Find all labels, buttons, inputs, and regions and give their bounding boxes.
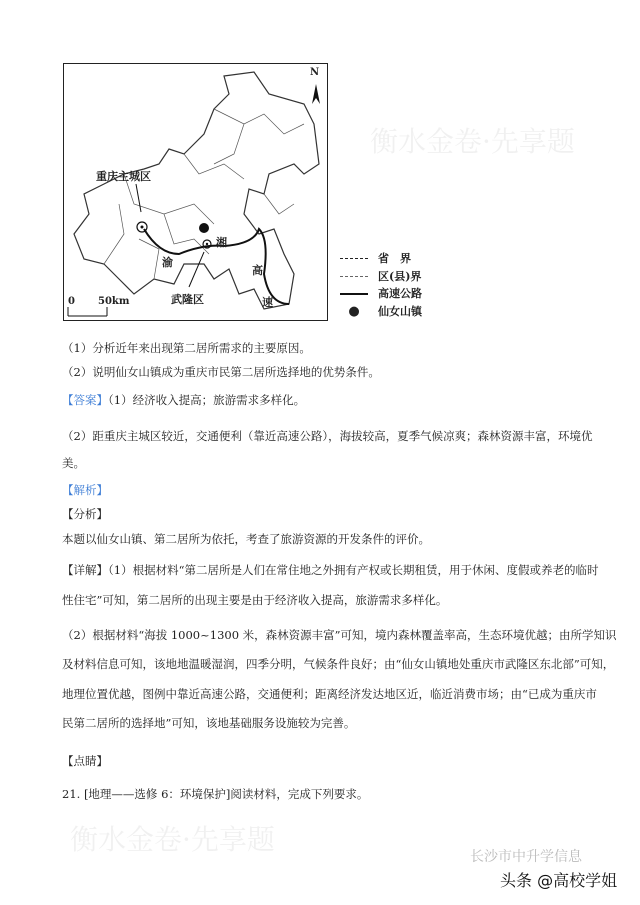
highway-label-su: 速	[262, 296, 273, 309]
highway-label-gao: 高	[252, 264, 263, 277]
fenxi-tag: 【分析】	[62, 507, 108, 521]
xiangjie-tag: 【详解】	[62, 563, 108, 577]
north-label: N	[310, 67, 320, 78]
xiannvshan-dot	[199, 223, 209, 233]
wulong-arrow	[189, 252, 204, 287]
xiangjie-text: （1）根据材料“第二居所是人们在常住地之外拥有产权或长期租赁，用于休闲、度假或养老的临时	[108, 563, 599, 577]
highway-label-xiang: 湘	[216, 236, 227, 249]
town-dot-symbol: ●	[348, 303, 360, 319]
map-drawing	[64, 64, 326, 319]
main-city-arrow	[136, 184, 141, 212]
map-legend	[340, 250, 422, 320]
legend-label: 省 界	[378, 252, 411, 265]
xiangjie-line-5: 地理位置优越，图例中靠近高速公路，交通便利；距离经济发达地区近，临近消费市场；由“已成为重庆市	[62, 687, 597, 701]
xiangjie-line-6: 民第二居所的选择地”可知，该地基础服务设施较为完善。	[62, 716, 356, 730]
legend-label: 高速公路	[378, 287, 422, 300]
dianjing-tag: 【点睛】	[62, 754, 108, 768]
legend-label: 区(县)界	[378, 269, 422, 283]
fenxi-text: 本题以仙女山镇、第二居所为依托，考查了旅游资源的开发条件的评价。	[62, 532, 430, 546]
next-question: 21. [地理——选修 6：环境保护]阅读材料，完成下列要求。	[62, 787, 369, 801]
answer-tag: 【答案】	[62, 393, 108, 407]
xiangjie-line-4: 及材料信息可知，该地地温暖湿润，四季分明，气候条件良好；由“仙女山镇地处重庆市武隆区东北部”可知，	[62, 657, 615, 671]
chongqing-map	[63, 63, 328, 321]
question-2: （2）说明仙女山镇成为重庆市民第二居所选择地的优势条件。	[62, 365, 380, 379]
highway-label-yu: 渝	[162, 256, 173, 269]
jiexi-tag: 【解析】	[62, 483, 108, 497]
answer-line	[62, 392, 305, 408]
xiangjie-line-3: （2）根据材料“海拔 1000~1300 米，森林资源丰富”可知，境内森林覆盖率高，生态环境优越；由所学知识	[62, 628, 617, 642]
main-city-label: 重庆主城区	[96, 170, 151, 183]
watermark: 衡水金卷·先享题	[70, 823, 275, 856]
scale-zero: 0	[68, 296, 75, 307]
province-border-symbol	[340, 258, 368, 259]
watermark: 衡水金卷·先享题	[370, 125, 575, 158]
north-arrow-icon	[312, 84, 320, 104]
answer-part2-line1: （2）距重庆主城区较近，交通便利（靠近高速公路），海拔较高，夏季气候凉爽；森林资源丰富，环境优	[62, 429, 593, 443]
answer-part2-line2: 美。	[62, 456, 85, 470]
legend-label: 仙女山镇	[378, 304, 422, 318]
scale-distance: 50km	[98, 296, 130, 307]
brand-label: 头条 @高校学姐	[500, 871, 618, 890]
highway-symbol	[340, 293, 368, 295]
answer-part1: （1）经济收入提高；旅游需求多样化。	[108, 393, 306, 407]
xiangjie-line-1	[62, 562, 598, 578]
wulong-label: 武隆区	[171, 293, 204, 306]
question-1: （1）分析近年来出现第二居所需求的主要原因。	[62, 341, 311, 355]
region-outline	[74, 72, 319, 309]
county-border-symbol	[340, 276, 368, 277]
faint-source: 长沙市中升学信息	[470, 849, 582, 865]
xiangjie-line-2: 性住宅”可知，第二居所的出现主要是由于经济收入提高，旅游需求多样化。	[62, 593, 448, 607]
